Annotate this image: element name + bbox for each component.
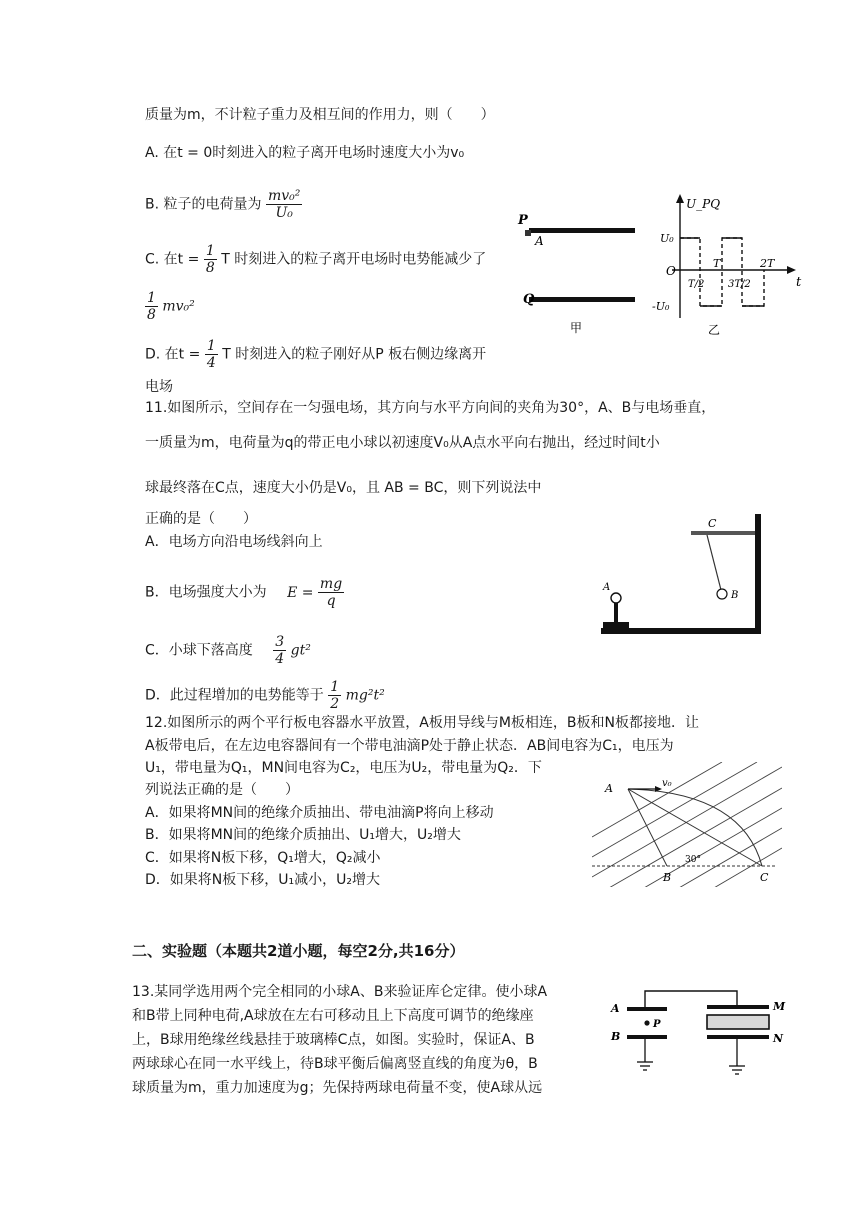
tick-3t-half: 3T/2 <box>728 279 751 290</box>
tick-2t: 2T <box>760 257 775 270</box>
q11-option-c <box>145 634 311 667</box>
square-wave <box>680 238 764 306</box>
caption-jia: 甲 <box>570 321 583 335</box>
q12-option-c: C．如果将N板下移，Q₁增大，Q₂减小 <box>145 850 381 866</box>
q11-option-b-fraction <box>318 576 344 609</box>
q12-option-a: A．如果将MN间的绝缘介质抽出、带电油滴P将向上移动 <box>145 805 494 821</box>
tick-t: T <box>713 257 721 270</box>
q11-option-b-numerator: mg <box>319 576 343 592</box>
label-a: A <box>611 1002 620 1015</box>
q13-line-5: 球质量为m，重力加速度为g；先保持两球电荷量不变，使A球从远 <box>132 1080 543 1096</box>
label-q: Q <box>523 292 535 307</box>
label-a: A <box>535 234 544 248</box>
q10-option-d-numerator: 1 <box>206 338 216 354</box>
plate-n <box>707 1035 769 1039</box>
figure-field-lines <box>592 762 782 892</box>
label-b: B <box>611 1030 621 1043</box>
field-line-7 <box>707 848 782 892</box>
q10-option-b-numerator: mv₀² <box>267 188 301 204</box>
q11-line-1: 11.如图所示，空间存在一匀强电场，其方向与水平方向间的夹角为30°，A、B与电场垂直， <box>145 400 716 416</box>
q11-option-a: A．电场方向沿电场线斜向上 <box>145 534 323 550</box>
q10-option-d-denominator: 4 <box>206 355 216 371</box>
y-axis-arrow <box>676 194 684 203</box>
q11-option-d-numerator: 1 <box>330 679 340 695</box>
q13-line-2: 和B带上同种电荷,A球放在左右可移动且上下高度可调节的绝缘座 <box>132 1008 534 1024</box>
q11-option-c-text: C．小球下落高度 <box>145 642 253 659</box>
q12-line-1: 12.如图所示的两个平行板电容器水平放置，A板用导线与M板相连，B板和N板都接地．让 <box>145 715 699 731</box>
q10-option-a: A. 在t = 0时刻进入的粒子离开电场时速度大小为v₀ <box>145 145 465 161</box>
q12-line-4: 列说法正确的是（ ） <box>145 782 299 798</box>
q11-option-c-denominator: 4 <box>275 651 285 667</box>
stand-base <box>603 622 629 628</box>
label-p: P <box>518 213 528 228</box>
field-line-2 <box>592 762 757 857</box>
label-u0: U₀ <box>660 232 674 245</box>
q10-option-b <box>145 188 302 221</box>
label-p: P <box>653 1019 661 1030</box>
q10-option-c-cont-expr: mv₀² <box>162 298 195 315</box>
field-line-4 <box>602 788 782 892</box>
q10-option-b-text: B. 粒子的电荷量为 <box>145 196 262 213</box>
q12-line-2: A板带电后，在左边电容器间有一个带电油滴P处于静止状态．AB间电容为C₁，电压为 <box>145 738 674 754</box>
q11-line-3: 球最终落在C点，速度大小仍是V₀，且 AB = BC，则下列说法中 <box>145 480 542 496</box>
q10-option-b-denominator: U₀ <box>275 205 293 221</box>
section-2-title: 二、实验题（本题共2道小题，每空2分,共16分） <box>132 942 465 960</box>
label-c: C <box>708 517 717 530</box>
glass-rod <box>691 531 755 535</box>
q11-option-b-text: B．电场强度大小为 <box>145 584 267 601</box>
plate-m <box>707 1005 769 1009</box>
q10-option-c <box>145 243 486 276</box>
label-b: B <box>731 590 739 601</box>
axis-y-label: U_PQ <box>686 197 721 211</box>
q11-line-4: 正确的是（ ） <box>145 511 257 527</box>
figure-yi-voltage-graph <box>650 190 820 340</box>
q10-option-c-cont-fraction <box>145 290 158 323</box>
q11-option-c-numerator: 3 <box>275 634 285 650</box>
q10-option-c-fraction <box>204 243 217 276</box>
q10-option-d-fraction <box>205 338 218 371</box>
q10-option-c-cont-numerator: 1 <box>147 290 156 306</box>
q10-option-d-prefix: D. 在t = <box>145 346 201 363</box>
label-b: B <box>663 871 672 884</box>
label-neg-u0: -U₀ <box>652 300 670 313</box>
q10-option-b-fraction <box>266 188 302 221</box>
label-n: N <box>773 1032 784 1045</box>
q10-stem: 质量为m，不计粒子重力及相互间的作用力，则（ ） <box>145 107 495 123</box>
q10-option-c-cont-denominator: 8 <box>147 307 156 323</box>
q11-option-d-text: D．此过程增加的电势能等于 <box>145 687 324 704</box>
plate-b <box>627 1035 667 1039</box>
q10-option-c-numerator: 1 <box>205 243 215 259</box>
q10-option-d <box>145 338 486 371</box>
label-m: M <box>773 1000 786 1013</box>
q10-option-c-denominator: 8 <box>205 260 215 276</box>
q11-line-2: 一质量为m，电荷量为q的带正电小球以初速度V₀从A点水平向右抛出，经过时间t小 <box>145 435 660 451</box>
q10-option-c-suffix: T 时刻进入的粒子离开电场时电势能减少了 <box>221 251 487 268</box>
label-v0: v₀ <box>662 778 672 789</box>
figure-jia-plates <box>515 200 645 340</box>
figure-capacitors <box>605 982 790 1087</box>
label-a: A <box>605 782 613 795</box>
label-origin: O <box>666 264 676 278</box>
field-line-1 <box>592 762 722 837</box>
q11-option-c-fraction <box>273 634 286 667</box>
q13-line-1: 13.某同学选用两个完全相同的小球A、B来验证库仑定律。使小球A <box>132 984 548 1000</box>
q11-option-d-denominator: 2 <box>330 696 340 712</box>
ball-a <box>611 593 621 603</box>
q11-option-b-denominator: q <box>326 593 336 609</box>
ball-b <box>717 589 727 599</box>
dielectric <box>707 1015 769 1029</box>
q12-option-d: D．如果将N板下移，U₁减小，U₂增大 <box>145 872 380 888</box>
plate-a <box>627 1007 667 1011</box>
q10-option-d-suffix: T 时刻进入的粒子刚好从P 板右侧边缘离开 <box>222 346 487 363</box>
plate-p <box>529 228 635 233</box>
axis-x-label: t <box>796 275 802 290</box>
q12-option-b: B．如果将MN间的绝缘介质抽出、U₁增大，U₂增大 <box>145 827 461 843</box>
entry-marker <box>525 230 531 236</box>
q13-line-3: 上，B球用绝缘丝线悬挂于玻璃棒C点，如图。实验时，保证A、B <box>132 1032 535 1048</box>
plate-q <box>529 297 635 302</box>
q10-option-c-continued <box>145 290 195 323</box>
caption-yi: 乙 <box>708 323 721 337</box>
tick-t-half: T/2 <box>688 279 705 290</box>
figure-pendulum <box>595 510 770 645</box>
q10-option-d-continued: 电场 <box>145 379 173 395</box>
thread <box>707 535 721 590</box>
wall <box>755 514 761 634</box>
q11-option-d-expr: mg²t² <box>345 687 385 704</box>
label-angle: 30° <box>685 855 701 865</box>
x-axis-arrow <box>787 266 796 274</box>
q11-option-d-fraction <box>328 679 341 712</box>
q11-option-c-expr: gt² <box>290 642 311 659</box>
q12-line-3: U₁，带电量为Q₁，MN间电容为C₂，电压为U₂，带电量为Q₂．下 <box>145 760 542 776</box>
q11-option-b-lhs: E = <box>287 584 314 601</box>
q11-option-d <box>145 679 385 712</box>
base-floor <box>601 628 761 634</box>
oil-drop-p <box>644 1020 649 1025</box>
q13-line-4: 两球球心在同一水平线上，待B球平衡后偏离竖直线的角度为θ，B <box>132 1056 538 1072</box>
label-c: C <box>760 871 769 884</box>
q11-option-b <box>145 576 344 609</box>
label-a: A <box>603 582 611 593</box>
q10-option-c-prefix: C. 在t = <box>145 251 200 268</box>
